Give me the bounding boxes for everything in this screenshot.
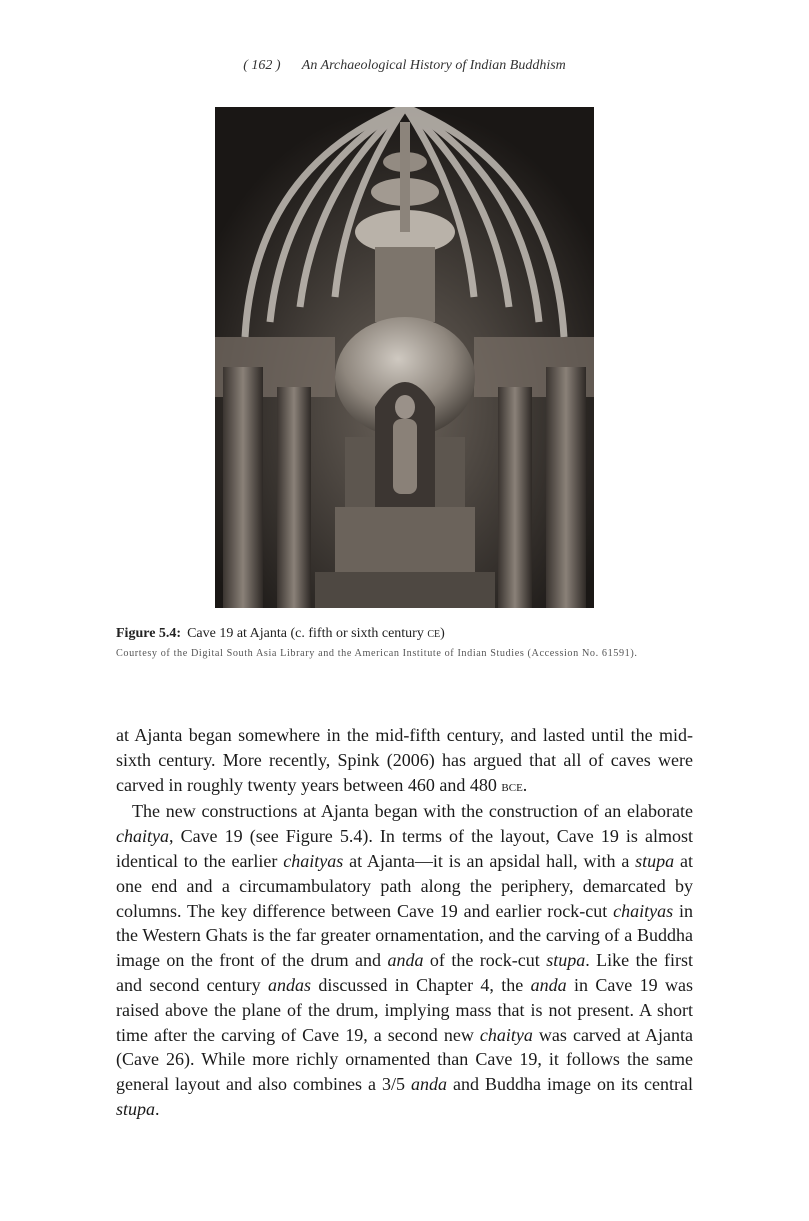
running-head — [0, 58, 809, 74]
p1-text: at Ajanta began somewhere in the mid-fifth century, and lasted until the mid-sixth century. More recently, Spink (2006) has argued that all of caves were carved in roughly twenty years between 460 and 480 — [116, 725, 693, 795]
figure-label: Figure 5.4: — [116, 626, 182, 641]
p2-italic: anda — [411, 1074, 447, 1095]
running-title: An Archaeological History of Indian Buddhism — [301, 58, 566, 73]
body-text — [116, 723, 693, 1122]
p2-text: and Buddha image on its central — [447, 1074, 694, 1095]
paragraph-2 — [116, 799, 693, 1121]
p2-text: . Like the first and second century — [116, 950, 693, 995]
p2-italic: stupa — [635, 850, 675, 871]
p2-text: in the Western Ghats is the far greater ornamentation, and the carving of a Buddha image on the front of the drum and — [116, 900, 693, 971]
figure-photo-cave-19 — [215, 107, 594, 608]
p2-text: discussed in Chapter 4, the — [311, 974, 531, 995]
p2-text: at one end and a circumambulatory path along the periphery, demarcated by columns. The key difference between Cave 19 and earlier rock-cut — [116, 850, 693, 921]
p2-italic: anda — [530, 974, 567, 995]
p2-italic: stupa — [116, 1098, 156, 1119]
p2-italic: chaityas — [283, 850, 344, 871]
page-number: ( 162 ) — [243, 58, 281, 73]
caption-main: Cave 19 at Ajanta (c. fifth or sixth century — [187, 626, 428, 641]
p2-text: was carved at Ajanta (Cave 26). While more richly ornamented than Cave 19, it follows the same general layout and also combines a 3/5 — [116, 1024, 693, 1095]
p2-italic: chaitya — [116, 826, 169, 847]
caption-line — [116, 626, 693, 642]
paragraph-1 — [116, 723, 693, 799]
caption-end: ) — [440, 626, 445, 641]
p2-italic: chaityas — [613, 900, 674, 921]
p2-text: of the rock-cut — [423, 950, 547, 971]
p2-italic: stupa — [546, 950, 586, 971]
caption-era: ce — [427, 626, 441, 641]
p2-italic: chaitya — [479, 1024, 533, 1045]
p2-text: in Cave 19 was raised above the plane of the drum, implying mass that is not present. A short time after the carving of Cave 19, a second new — [116, 974, 693, 1045]
p2-italic: andas — [268, 974, 312, 995]
p2-italic: anda — [387, 950, 424, 971]
p2-text: . — [155, 1098, 160, 1119]
p2-text: The new constructions at Ajanta began with the construction of an elaborate — [132, 801, 693, 822]
p1-end: . — [522, 774, 528, 795]
p1-era: bce — [501, 778, 523, 795]
p2-text: , Cave 19 (see Figure 5.4). In terms of the layout, Cave 19 is almost identical to the earlier — [116, 826, 693, 871]
p2-text: at Ajanta—it is an apsidal hall, with a — [343, 850, 636, 871]
caption-credit: Courtesy of the Digital South Asia Library and the American Institute of Indian Studies (Accession No. 61591). — [116, 648, 638, 659]
figure-caption — [116, 626, 693, 662]
cave-interior-illustration — [215, 107, 594, 608]
